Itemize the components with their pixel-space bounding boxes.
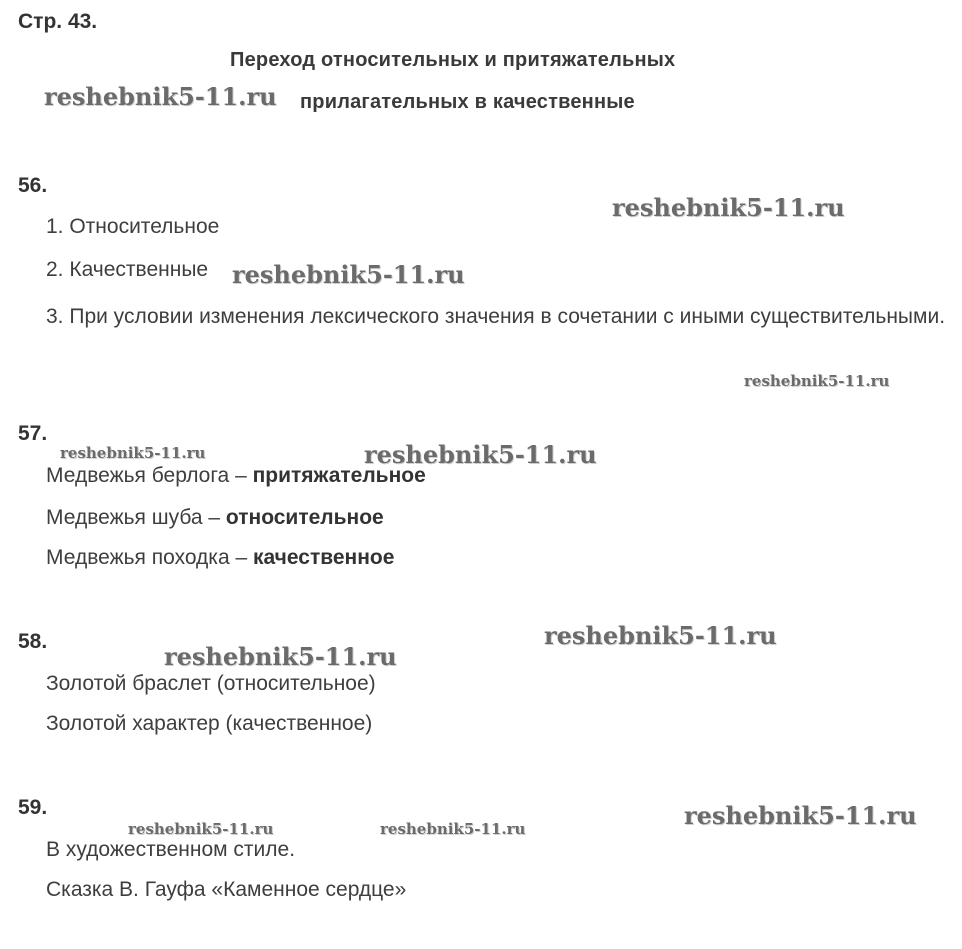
- task-57-row-3-answer: качественное: [253, 546, 395, 569]
- task-57-number: 57.: [18, 422, 48, 445]
- watermark: reshebnik5-11.ru: [44, 82, 277, 111]
- watermark: reshebnik5-11.ru: [232, 260, 465, 289]
- watermark: reshebnik5-11.ru: [128, 820, 274, 838]
- task-57-row-3: [46, 546, 394, 570]
- watermark: reshebnik5-11.ru: [380, 820, 526, 838]
- task-58-line1: Золотой браслет (относительное): [46, 672, 376, 695]
- task-57-row-2-text: Медвежья шуба –: [46, 506, 226, 529]
- task-58-line2: Золотой характер (качественное): [46, 712, 373, 735]
- task-56-number: 56.: [18, 174, 48, 197]
- task-57-row-1-text: Медвежья берлога –: [46, 464, 253, 487]
- task-56-line2: 2. Качественные: [46, 258, 209, 281]
- task-57-row-2: [46, 506, 384, 530]
- watermark: reshebnik5-11.ru: [612, 193, 845, 222]
- task-59-line1: В художественном стиле.: [46, 838, 296, 861]
- watermark: reshebnik5-11.ru: [744, 372, 890, 390]
- section-title-line2: прилагательных в качественные: [300, 91, 635, 113]
- task-59-number: 59.: [18, 796, 48, 819]
- watermark: reshebnik5-11.ru: [364, 440, 597, 469]
- task-57-row-2-answer: относительное: [225, 506, 384, 529]
- task-58-number: 58.: [18, 630, 48, 653]
- watermark: reshebnik5-11.ru: [164, 642, 397, 671]
- section-title-line1: Переход относительных и притяжательных: [230, 49, 676, 71]
- watermark: reshebnik5-11.ru: [544, 621, 777, 650]
- watermark: reshebnik5-11.ru: [60, 444, 206, 462]
- task-59-line2: Сказка В. Гауфа «Каменное сердце»: [46, 878, 407, 901]
- task-56-line1: 1. Относительное: [46, 215, 220, 238]
- page-number: Стр. 43.: [18, 10, 98, 33]
- task-56-line3: 3. При условии изменения лексического значения в сочетании с иными существительными.: [46, 305, 946, 328]
- task-57-row-1-answer: притяжательное: [252, 464, 426, 487]
- watermark: reshebnik5-11.ru: [684, 801, 917, 830]
- task-57-row-3-text: Медвежья походка –: [46, 546, 253, 569]
